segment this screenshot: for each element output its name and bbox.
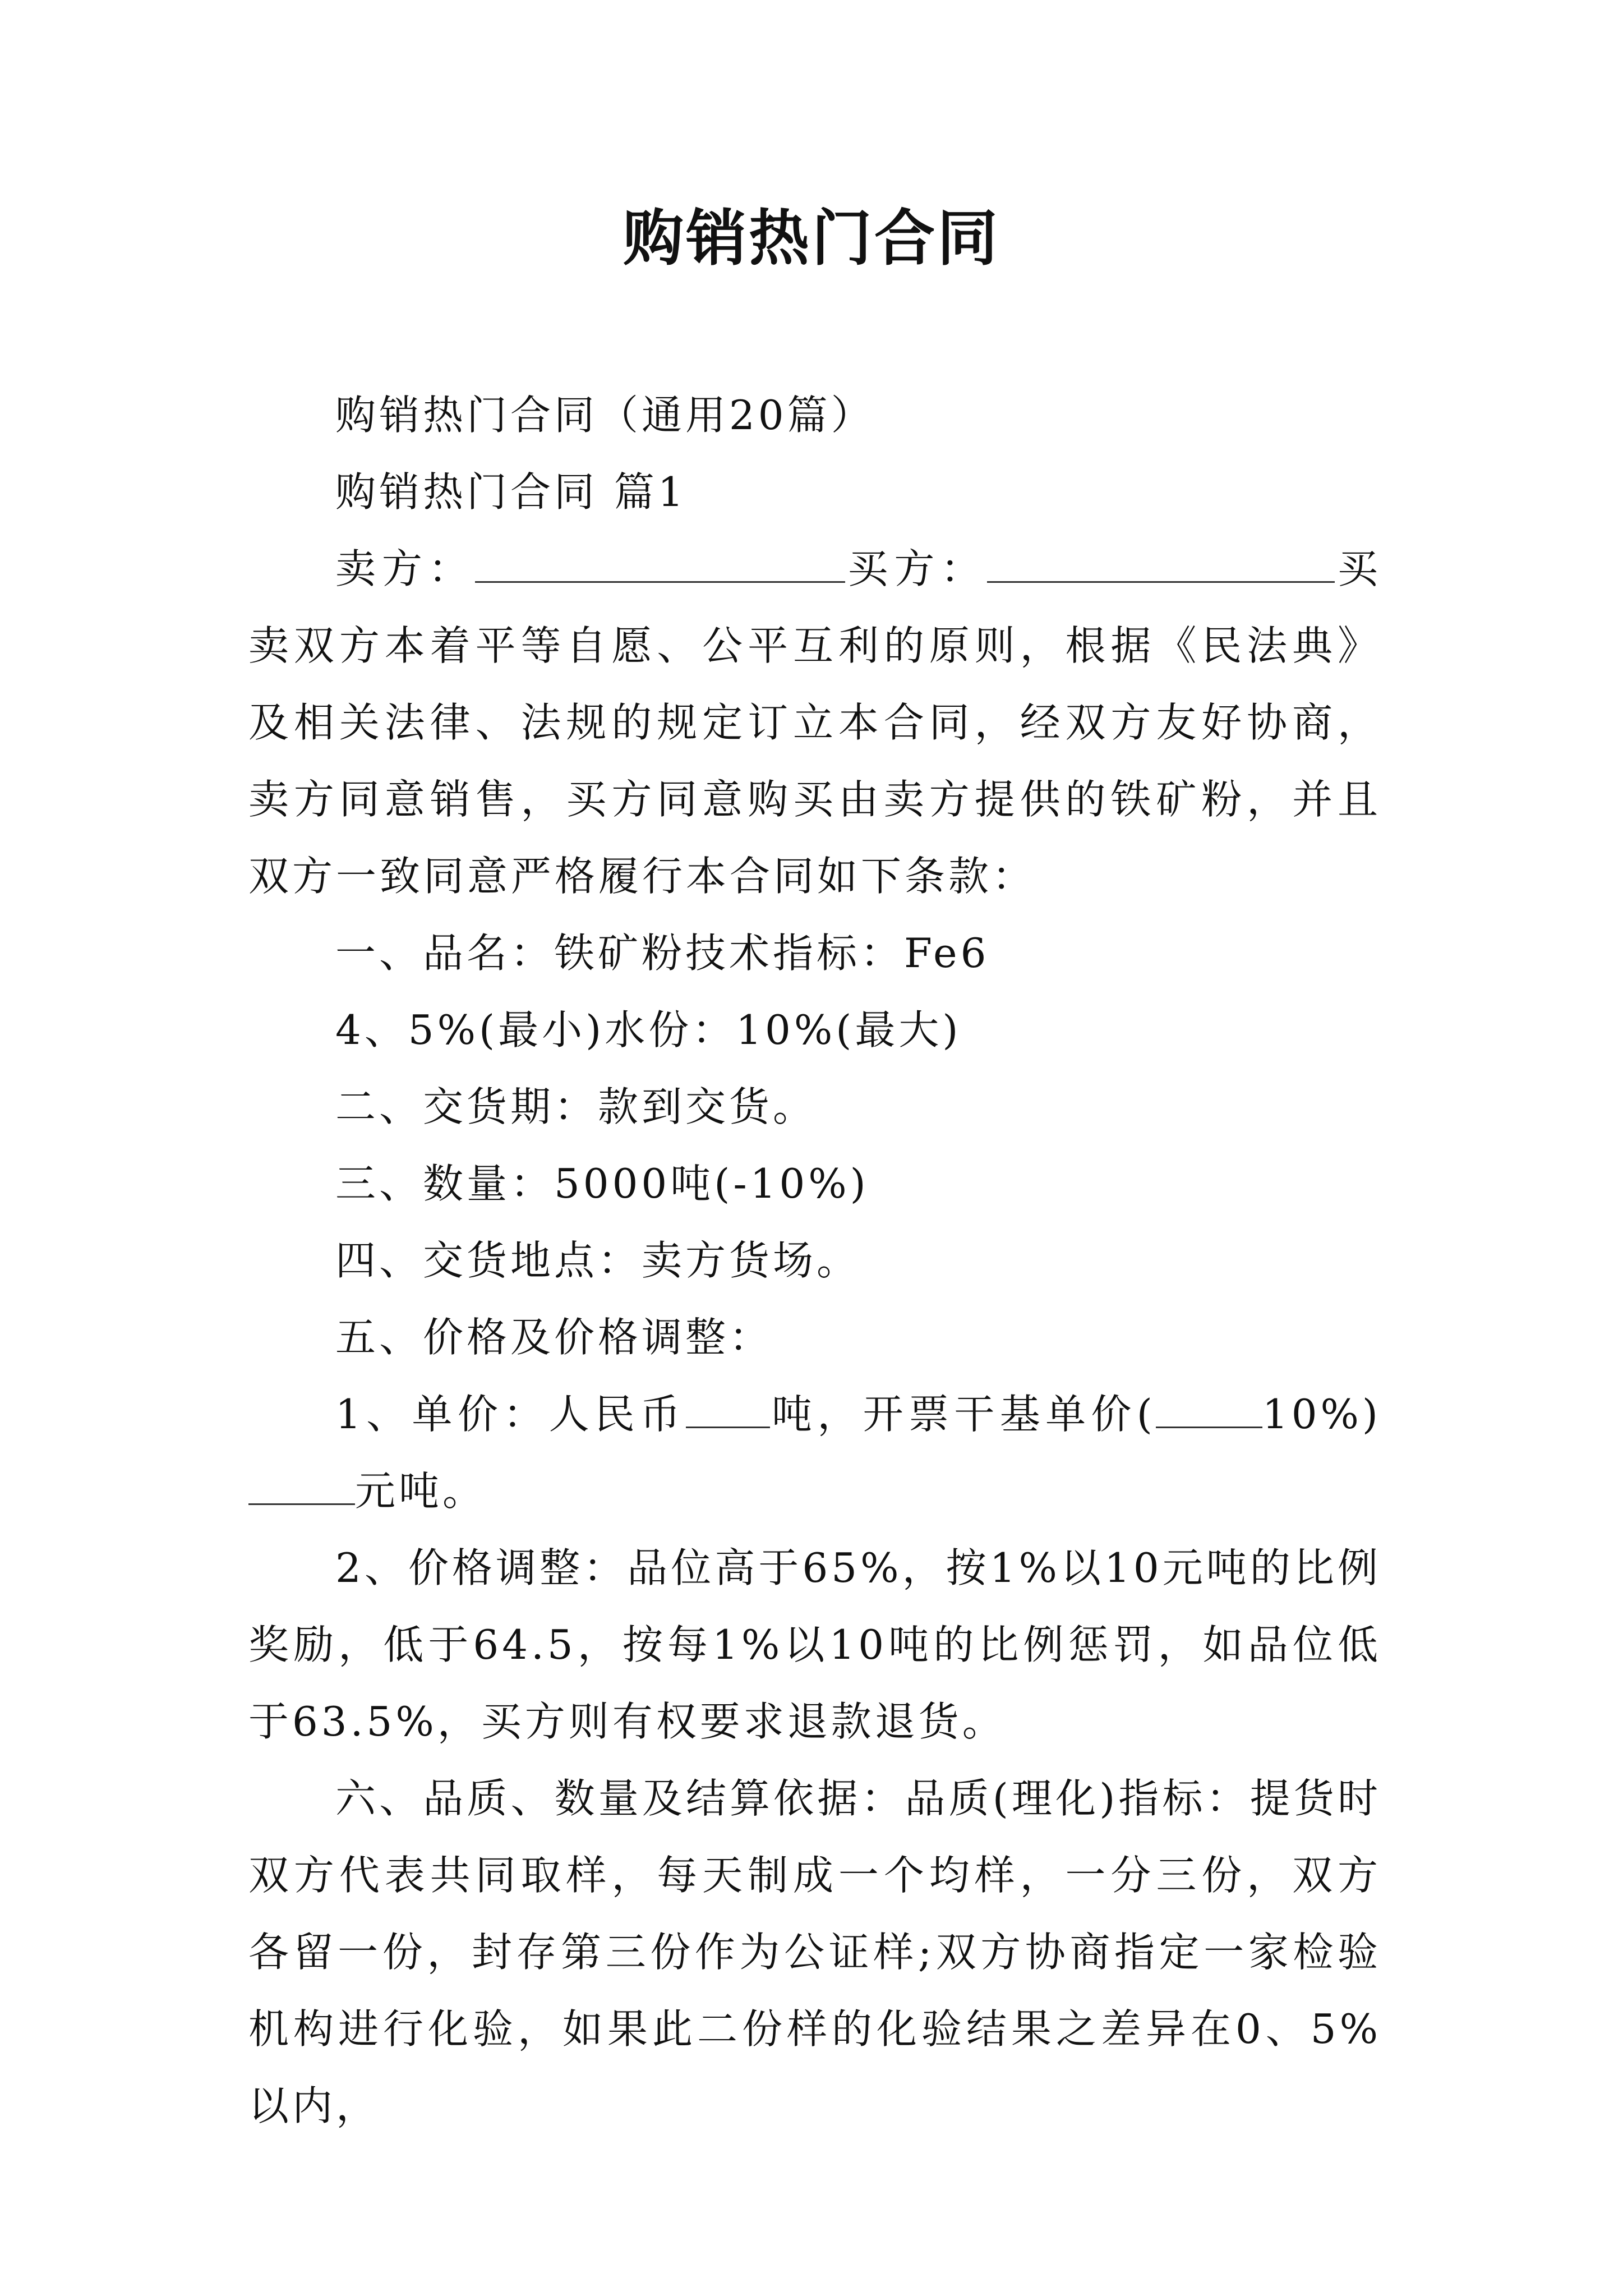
paragraph-specification: 4、5%(最小)水份：10%(最大): [335, 1006, 962, 1053]
paragraph-delivery-period: 二、交货期：款到交货。: [335, 1083, 817, 1130]
yuan-per-ton-text: 元吨。: [355, 1467, 487, 1515]
paragraph-product-name: 一、品名：铁矿粉技术指标：Fe6: [335, 930, 990, 977]
paragraph-parties: [248, 531, 1381, 915]
document-title: 购销热门合同: [623, 203, 1000, 274]
invoice-price-text: 吨，开票干基单价(: [769, 1391, 1156, 1438]
yuan-per-ton-blank: [248, 1467, 355, 1505]
unit-price-blank: [686, 1391, 770, 1428]
paragraph-subtitle: 购销热门合同（通用20篇）: [335, 392, 875, 439]
seller-label: 卖方：: [335, 545, 475, 592]
unit-price-label: 1、单价：人民币: [335, 1391, 686, 1438]
parties-agreement-text: 买卖双方本着平等自愿、公平互利的原则，根据《民法典》及相关法律、法规的规定订立本合同，经双方友好协商，卖方同意销售，买方同意购买由卖方提供的铁矿粉，并且双方一致同意严格履行本合同如下条款：: [248, 545, 1381, 900]
paragraph-quantity: 三、数量：5000吨(-10%): [335, 1160, 869, 1207]
paragraph-unit-price: [248, 1376, 1381, 1530]
paragraph-section-heading: 购销热门合同 篇1: [335, 468, 687, 516]
paragraph-quality-basis: 六、品质、数量及结算依据：品质(理化)指标：提货时双方代表共同取样，每天制成一个均样，一分三份，双方各留一份，封存第三份作为公证样;双方协商指定一家检验机构进行化验，如果此二份样的化验结果之差异在0、5%以内，: [248, 1775, 1381, 2129]
seller-blank-line: [475, 545, 845, 583]
percent-text: 10%): [1262, 1391, 1382, 1438]
paragraph-delivery-location: 四、交货地点：卖方货场。: [335, 1237, 861, 1284]
buyer-label: 买方：: [845, 545, 988, 592]
document-body: [248, 377, 1381, 2145]
invoice-price-blank: [1156, 1391, 1262, 1428]
paragraph-price-adjustment: 2、价格调整：品位高于65%，按1%以10元吨的比例奖励，低于64.5，按每1%以10吨的比例惩罚，如品位低于63.5%，买方则有权要求退款退货。: [248, 1544, 1381, 1745]
buyer-blank-line: [987, 545, 1335, 583]
paragraph-price-heading: 五、价格及价格调整：: [335, 1314, 773, 1361]
